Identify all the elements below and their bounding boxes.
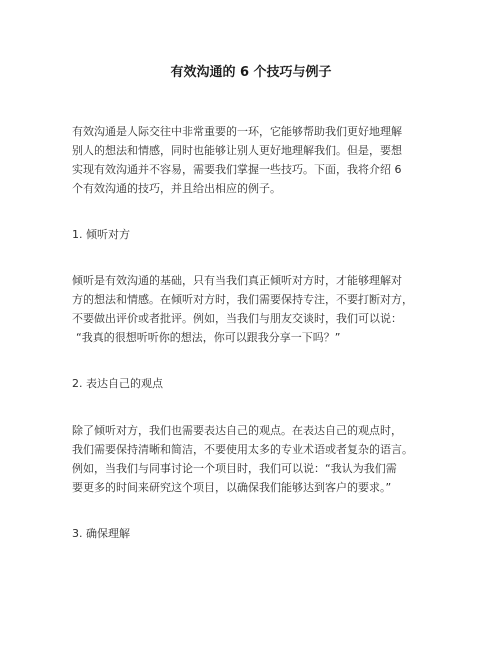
section-1-line: 方的想法和情感。在倾听对方时，我们需要保持专注，不要打断对方， (72, 293, 413, 306)
section-1-line: 倾听是有效沟通的基础，只有当我们真正倾听对方时，才能够理解对 (72, 274, 402, 287)
intro-line: 有效沟通是人际交往中非常重要的一环，它能够帮助我们更好地理解 (72, 125, 402, 138)
intro-line: 个有效沟通的技巧，并且给出相应的例子。 (72, 182, 281, 195)
section-2-line: 我们需要保持清晰和简洁，不要使用太多的专业术语或者复杂的语言。 (72, 443, 413, 456)
section-heading-3: 3. 确保理解 (72, 527, 130, 540)
section-2-line: 例如，当我们与同事讨论一个项目时，我们可以说：“我认为我们需 (72, 462, 397, 475)
intro-line: 别人的想法和情感，同时也能够让别人更好地理解我们。但是，要想 (72, 144, 402, 157)
intro-line: 实现有效沟通并不容易，需要我们掌握一些技巧。下面，我将介绍 6 (72, 163, 402, 176)
section-2-line: 要更多的时间来研究这个项目，以确保我们能够达到客户的要求。” (72, 481, 392, 494)
section-1-line: 不要做出评价或者批评。例如，当我们与朋友交谈时，我们可以说： (72, 312, 402, 325)
section-2-line: 除了倾听对方，我们也需要表达自己的观点。在表达自己的观点时， (72, 424, 402, 437)
section-1-quote: “我真的很想听听你的想法，你可以跟我分享一下吗？” (76, 331, 341, 344)
document-title: 有效沟通的 6 个技巧与例子 (170, 65, 332, 80)
section-heading-1: 1. 倾听对方 (72, 228, 130, 241)
section-heading-2: 2. 表达自己的观点 (72, 377, 163, 390)
